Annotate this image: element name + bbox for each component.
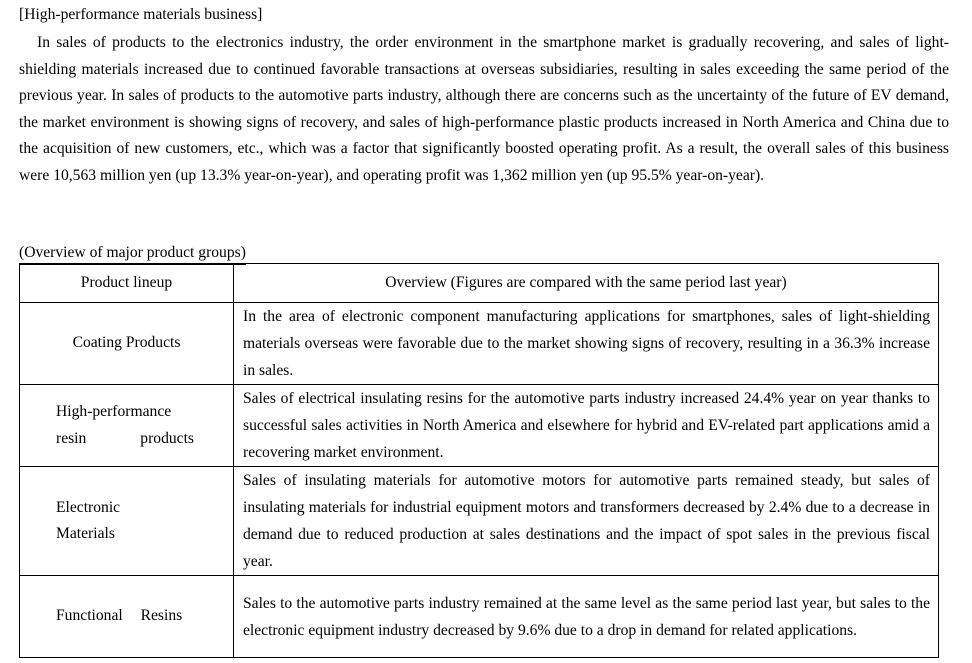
table-row (20, 303, 939, 385)
header-product-lineup: Product lineup (20, 264, 234, 303)
product-name-cell (20, 385, 234, 467)
product-overview: Sales of insulating materials for automotive motors for automotive parts remained steady, but sales of insulating materials for industrial equipment motors and transformers decreased by 2.4% due to a decrease in demand due to reduced production at sales destinations and the impact of spot sales in the previous fiscal year. (234, 467, 939, 576)
product-overview: In the area of electronic component manufacturing applications for smartphones, sales of light-shielding materials overseas were favorable due to the market showing signs of recovery, resulting in a 36.3% increase in sales. (234, 303, 939, 385)
table-row (20, 385, 939, 467)
header-overview: Overview (Figures are compared with the same period last year) (234, 264, 939, 303)
product-name-cell (20, 303, 234, 385)
product-name-cell (20, 467, 234, 576)
table-row (20, 576, 939, 658)
product-name: High-performance resin products (56, 403, 194, 447)
product-overview: Sales to the automotive parts industry remained at the same level as the same period last year, but sales to the electronic equipment industry decreased by 9.6% due to a drop in demand for related applications. (234, 576, 939, 658)
product-overview: Sales of electrical insulating resins for the automotive parts industry increased 24.4% year on year thanks to successful sales activities in North America and elsewhere for hybrid and EV-related part applications amid a recovering market environment. (234, 385, 939, 467)
table-row (20, 467, 939, 576)
product-name: Functional Resins (56, 607, 183, 625)
table-caption: (Overview of major product groups) (19, 242, 246, 265)
product-name: Coating Products (72, 334, 181, 352)
product-groups-table (19, 263, 939, 658)
intro-paragraph: In sales of products to the electronics industry, the order environment in the smartphone market is gradually recovering, and sales of light-shielding materials increased due to continued favorable transactions at overseas subsidiaries, resulting in sales exceeding the same period of the previous year. In sales of products to the automotive parts industry, although there are concerns such as the uncertainty of the future of EV demand, the market environment is showing signs of recovery, and sales of high-performance plastic products increased in North America and China due to the acquisition of new customers, etc., which was a factor that significantly boosted operating profit. As a result, the overall sales of this business were 10,563 million yen (up 13.3% year-on-year), and operating profit was 1,362 million yen (up 95.5% year-on-year). (19, 34, 949, 184)
section-heading: [High-performance materials business] (19, 6, 263, 23)
table-header-row (20, 264, 939, 303)
product-name-cell (20, 576, 234, 658)
product-name: Electronic Materials (56, 498, 121, 542)
